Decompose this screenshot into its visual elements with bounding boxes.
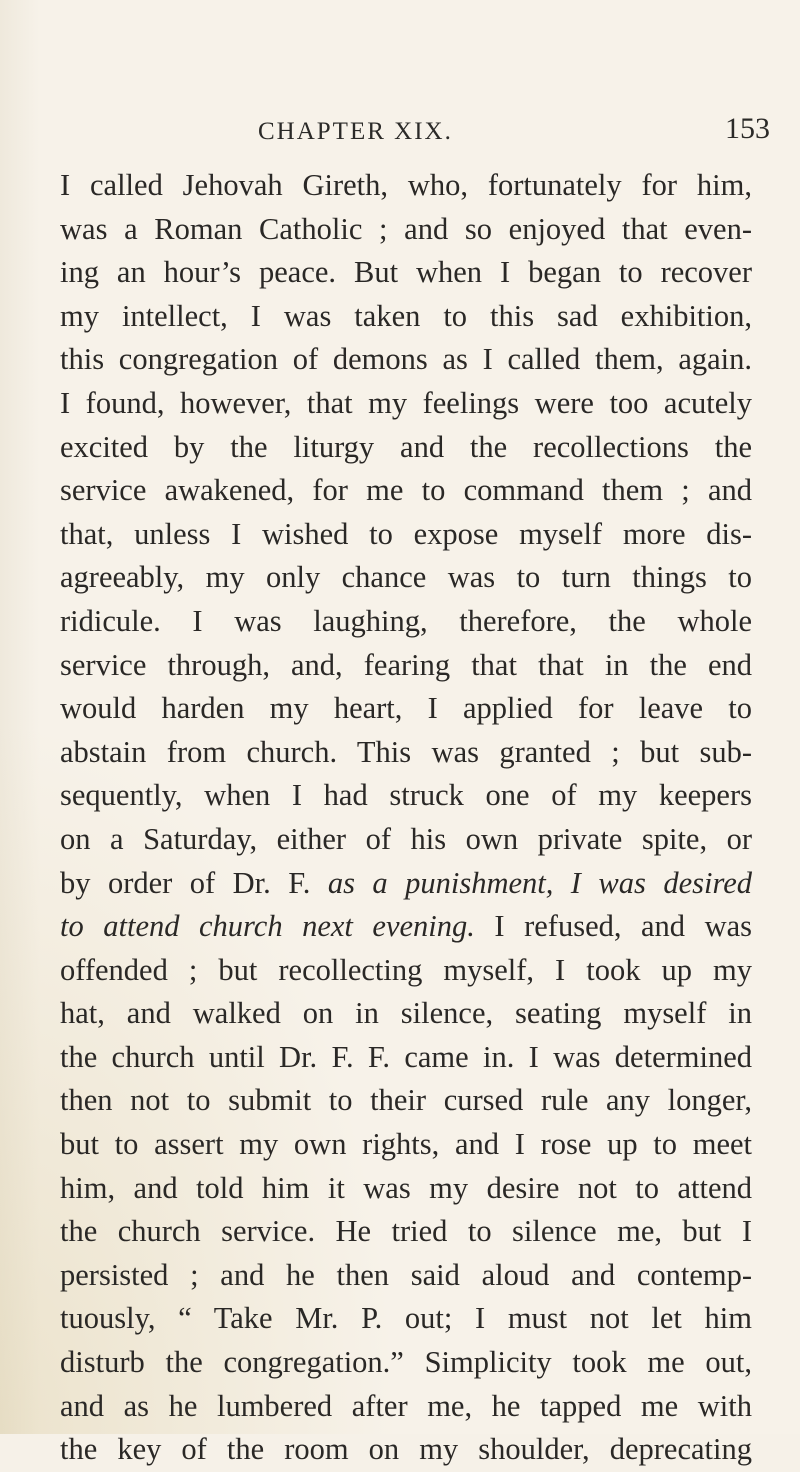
text-line-mixed: [60, 862, 752, 906]
text-line: service through, and, fearing that that in the end: [60, 647, 752, 682]
text-line: then not to submit to their cursed rule any longer,: [60, 1083, 752, 1118]
text-line: abstain from church. This was granted ; but sub-: [60, 734, 752, 769]
text-run: I refused, and was: [474, 909, 753, 944]
text-line: this congregation of demons as I called them, again.: [60, 342, 752, 377]
text-line: excited by the liturgy and the recollections the: [60, 429, 752, 464]
text-line: the key of the room on my shoulder, deprecating: [60, 1432, 752, 1467]
text-line: service awakened, for me to command them ; and: [60, 473, 752, 508]
chapter-title: CHAPTER XIX.: [258, 118, 453, 145]
text-line: disturb the congregation.” Simplicity took me out,: [60, 1345, 752, 1380]
text-line: I called Jehovah Gireth, who, fortunately for him,: [60, 168, 752, 202]
text-line: the church service. He tried to silence me, but I: [60, 1214, 752, 1249]
text-line: I found, however, that my feelings were too acutely: [60, 385, 752, 420]
running-head: [0, 112, 800, 152]
text-line: would harden my heart, I applied for leave to: [60, 691, 752, 726]
text-line: persisted ; and he then said aloud and contemp-: [60, 1257, 752, 1292]
text-line: but to assert my own rights, and I rose up to meet: [60, 1127, 752, 1162]
text-line: ridicule. I was laughing, therefore, the whole: [60, 603, 752, 638]
text-line-mixed: [60, 905, 752, 949]
italic-run: to attend church next evening.: [60, 909, 475, 944]
italic-run: as a punishment, I was desired: [327, 865, 752, 900]
text-line: that, unless I wished to expose myself more dis-: [60, 516, 752, 551]
page-number: 153: [725, 112, 770, 145]
body-text: [60, 164, 752, 1472]
text-line: agreeably, my only chance was to turn things to: [60, 560, 752, 595]
text-line: tuously, “ Take Mr. P. out; I must not let him: [60, 1301, 752, 1336]
text-line: on a Saturday, either of his own private spite, or: [60, 821, 752, 856]
text-line: him, and told him it was my desire not to attend: [60, 1170, 752, 1205]
text-line: was a Roman Catholic ; and so enjoyed that even-: [60, 211, 752, 246]
text-line: and as he lumbered after me, he tapped me with: [60, 1388, 752, 1423]
text-line: hat, and walked on in silence, seating myself in: [60, 996, 752, 1031]
text-line: sequently, when I had struck one of my keepers: [60, 778, 752, 813]
text-line: my intellect, I was taken to this sad exhibition,: [60, 298, 752, 333]
text-line: ing an hour’s peace. But when I began to recover: [60, 255, 752, 290]
text-line: the church until Dr. F. F. came in. I was determined: [60, 1039, 752, 1074]
text-run: by order of Dr. F.: [60, 865, 328, 900]
text-line: offended ; but recollecting myself, I took up my: [60, 952, 752, 987]
